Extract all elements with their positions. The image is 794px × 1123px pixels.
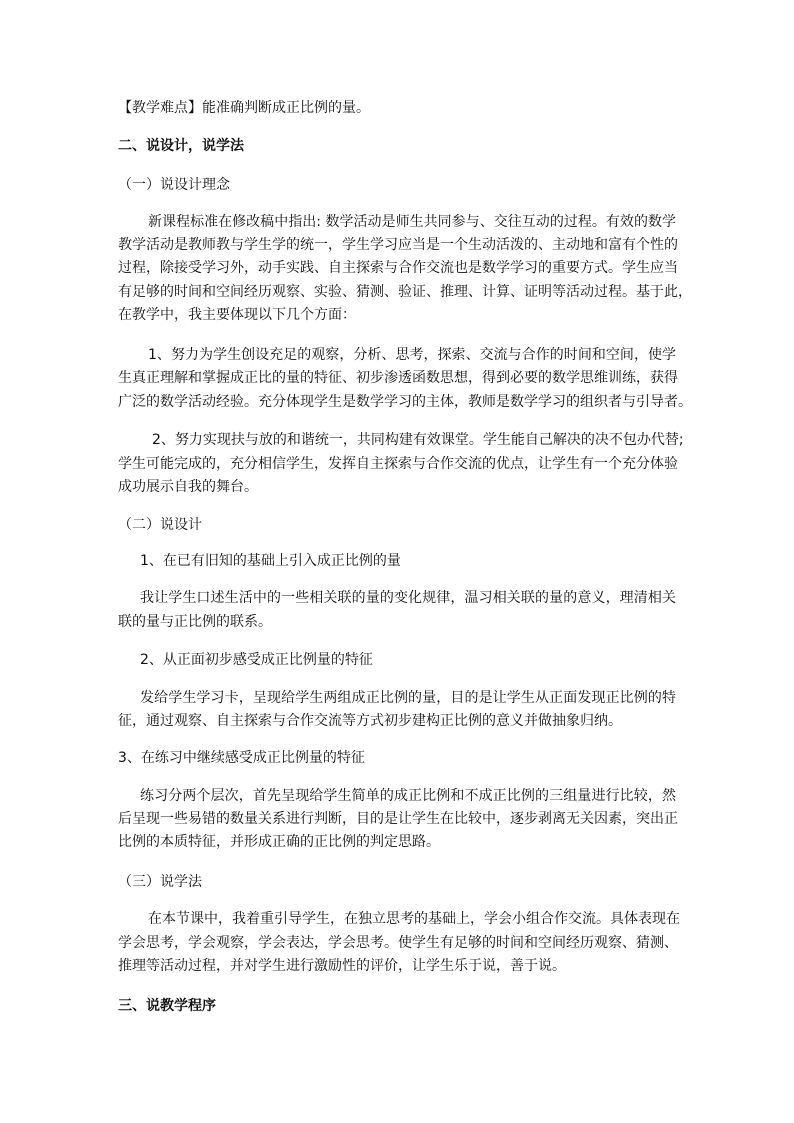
item2-para-line-2: 征，通过观察、自主探索与合作交流等方式初步建构正比例的意义并做抽象归纳。 bbox=[118, 713, 622, 729]
para1-line-4: 有足够的时间和空间经历观察、实验、猜测、验证、推理、计算、证明等活动过程。基于此， bbox=[118, 284, 692, 300]
item1-para-line-1: 我让学生口述生活中的一些相关联的量的变化规律，温习相关联的量的意义，理清相关 bbox=[140, 590, 676, 606]
item1-heading: 1、在已有旧知的基础上引入成正比例的量 bbox=[140, 553, 401, 569]
para3-line-3: 成功展示自我的舞台。 bbox=[118, 479, 258, 495]
para1-line-2: 教学活动是教师教与学生学的统一，学生学习应当是一个生动活泼的、主动地和富有个性的 bbox=[118, 237, 678, 253]
item1-para-line-2: 联的量与正比例的联系。 bbox=[118, 614, 272, 630]
method-para-line-2: 学会思考，学会观察，学会表达，学会思考。使学生有足够的时间和空间经历观察、猜测、 bbox=[118, 935, 678, 951]
method-para-line-1: 在本节课中，我着重引导学生，在独立思考的基础上，学会小组合作交流。具体表现在 bbox=[148, 911, 680, 927]
para3-line-2: 学生可能完成的，充分相信学生，发挥自主探索与合作交流的优点，让学生有一个充分体验 bbox=[118, 456, 678, 472]
subheading-learning-method: （三）说学法 bbox=[118, 874, 202, 890]
section-heading-teaching-procedure: 三、说教学程序 bbox=[118, 998, 216, 1014]
teaching-difficulty: 【教学难点】能准确判断成正比例的量。 bbox=[118, 100, 370, 116]
item3-heading: 3、在练习中继续感受成正比例量的特征 bbox=[118, 750, 365, 766]
subheading-design-concept: （一）说设计理念 bbox=[118, 177, 230, 193]
para1-line-5: 在教学中，我主要体现以下几个方面： bbox=[118, 307, 356, 323]
item3-para-line-1: 练习分两个层次，首先呈现给学生简单的成正比例和不成正比例的三组量进行比较，然 bbox=[140, 788, 676, 804]
para1-line-1: 新课程标准在修改稿中指出: 数学活动是师生共同参与、交往互动的过程。有效的数学 bbox=[148, 214, 676, 230]
item3-para-line-2: 后呈现一些易错的数量关系进行判断，目的是让学生在比较中，逐步剥离无关因素，突出正 bbox=[118, 811, 678, 827]
item2-heading: 2、从正面初步感受成正比例量的特征 bbox=[140, 652, 373, 668]
para2-line-1: 1、努力为学生创设充足的观察，分析、思考，探索、交流与合作的时间和空间，使学 bbox=[148, 347, 676, 363]
method-para-line-3: 推理等活动过程，并对学生进行激励性的评价，让学生乐于说，善于说。 bbox=[118, 958, 566, 974]
item3-para-line-3: 比例的本质特征，并形成正确的正比例的判定思路。 bbox=[118, 834, 440, 850]
para3-line-1: 2、努力实现扶与放的和谐统一，共同构建有效课堂。学生能自己解决的决不包办代替; bbox=[152, 432, 684, 448]
item2-para-line-1: 发给学生学习卡，呈现给学生两组成正比例的量，目的是让学生从正面发现正比例的特 bbox=[140, 690, 676, 706]
para2-line-2: 生真正理解和掌握成正比的量的特征、初步渗透函数思想，得到必要的数学思维训练，获得 bbox=[118, 370, 678, 386]
para2-line-3: 广泛的数学活动经验。充分体现学生是数学学习的主体，教师是数学学习的组织者与引导者。 bbox=[118, 394, 692, 410]
para1-line-3: 过程，除接受学习外，动手实践、自主探索与合作交流也是数学学习的重要方式。学生应当 bbox=[118, 260, 678, 276]
section-heading-design-method: 二、说设计，说学法 bbox=[118, 138, 244, 154]
subheading-design: （二）说设计 bbox=[118, 517, 202, 533]
